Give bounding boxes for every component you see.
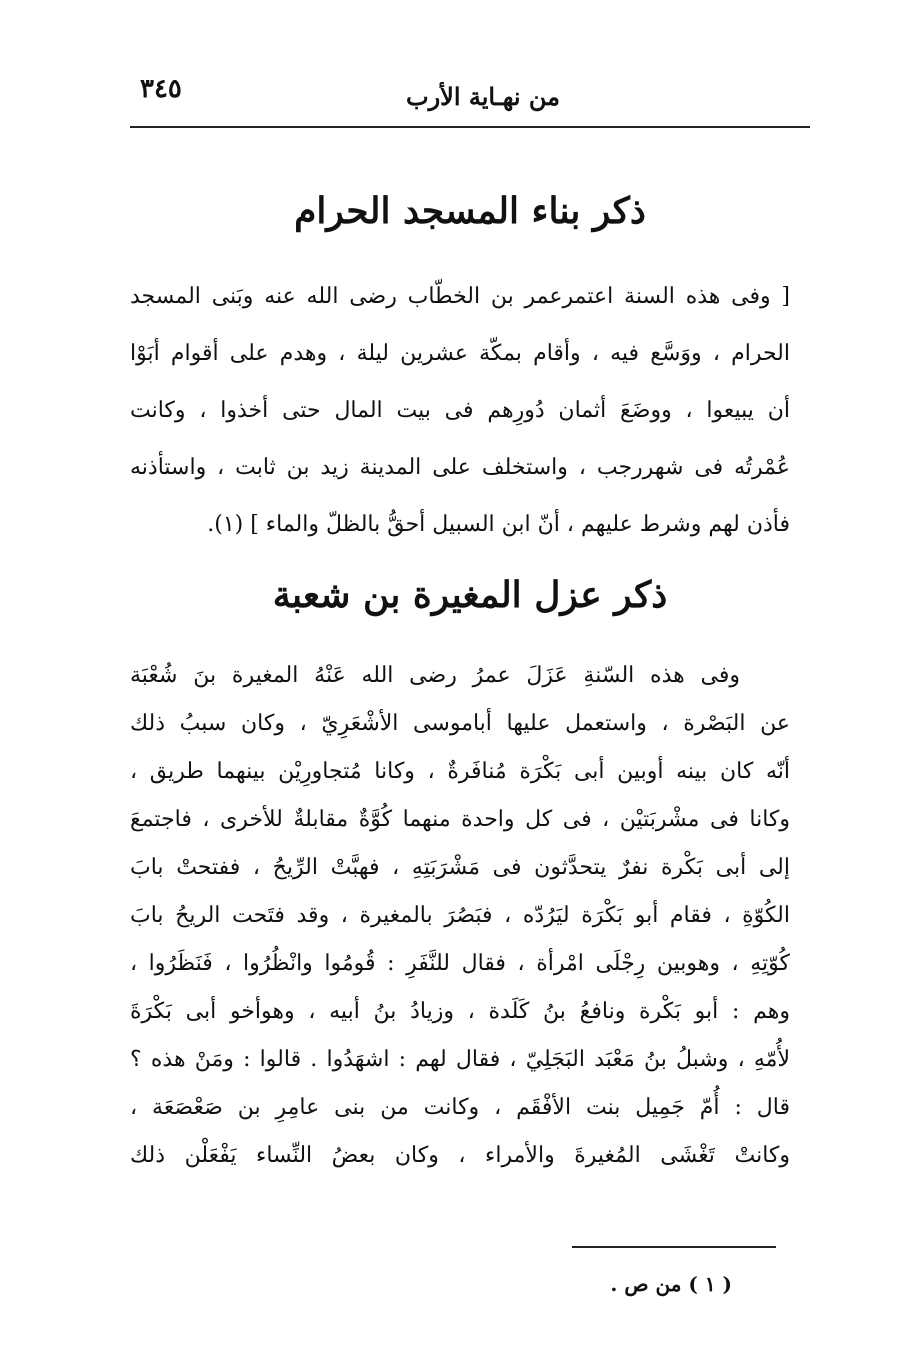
- footnote-rule: [572, 1246, 776, 1248]
- text-line: عن البَصْرة ، واستعمل عليها أباموسى الأشْعَرِيّ ، وكان سببُ ذلك: [130, 711, 790, 736]
- page-number: ٣٤٥: [140, 74, 182, 104]
- text-line: وكانتْ تَغْشَى المُغيرةَ والأمراء ، وكان بعضُ النِّساء يَفْعَلْن ذلك: [130, 1143, 790, 1168]
- text-line: الحرام ، ووَسَّع فيه ، وأقام بمكّة عشرين ليلة ، وهدم على أقوام أبَوْا: [130, 341, 790, 366]
- text-line: وكانا فى مشْربَتيْن ، فى كل واحدة منهما كُوَّةٌ مقابلةٌ للأخرى ، فاجتمعَ: [130, 807, 790, 832]
- text-line: الكُوّةِ ، فقام أبو بَكْرَة ليَرُدّه ، فبَصُرَ بالمغيرة ، وقد فتَحت الريحُ بابَ: [130, 903, 790, 928]
- paragraph-mughira: [130, 652, 790, 1180]
- text-line: وهم : أبو بَكْرة ونافعُ بنُ كَلَدة ، وزيادُ بنُ أبيه ، وهوأخو أبى بَكْرَةَ: [130, 999, 790, 1024]
- text-line: [ وفى هذه السنة اعتمرعمر بن الخطّاب رضى الله عنه وبَنى المسجد: [130, 284, 790, 309]
- text-line: وفى هذه السّنةِ عَزَلَ عمرُ رضى الله عَنْهُ المغيرة بنَ شُعْبَة: [130, 663, 740, 688]
- text-line: إلى أبى بَكْرة نفرٌ يتحدَّثون فى مَشْرَبَتِهِ ، فهبَّتْ الرِّيحُ ، ففتحتْ بابَ: [130, 855, 790, 880]
- text-line: عُمْرتُه فى شهررجب ، واستخلف على المدينة زيد بن ثابت ، واستأذنه: [130, 455, 790, 480]
- text-line: أنّه كان بينه أوبين أبى بَكْرَة مُنافَرةٌ ، وكانا مُتجاورِيْن بينهما طريق ،: [130, 759, 790, 784]
- paragraph-mosque: [130, 268, 790, 553]
- text-line: لأُمّهِ ، وشبلُ بنُ مَعْبَد البَجَلِيّ ، فقال لهم : اشهَدُوا . قالوا : ومَنْ هذه ؟: [130, 1047, 790, 1072]
- text-line: فأذن لهم وشرط عليهم ، أنّ ابن السبيل أحقُّ بالظلّ والماء ] (١).: [207, 512, 790, 537]
- running-head: [130, 68, 810, 118]
- section-heading-mosque: ذكر بناء المسجد الحرام: [294, 190, 646, 232]
- text-line: قال : أُمّ جَمِيل بنت الأفْقَم ، وكانت من بنى عامِرِ بن صَعْصَعَة ،: [130, 1095, 790, 1120]
- running-title: من نهـاية الأرب: [405, 82, 560, 111]
- text-line: كُوّتِهِ ، وهوبين رِجْلَى امْرأة ، فقال للنَّفَرِ : قُومُوا وانْظُرُوا ، فَنَظَرُوا ،: [130, 951, 790, 976]
- text-line: أن يبيعوا ، ووضَعَ أثمان دُورِهم فى بيت المال حتى أخذوا ، وكانت: [130, 398, 790, 423]
- footnote: ( ١ ) من ص .: [610, 1272, 732, 1296]
- header-rule: [130, 126, 810, 128]
- section-heading-mughira: ذكر عزل المغيرة بن شعبة: [272, 574, 668, 616]
